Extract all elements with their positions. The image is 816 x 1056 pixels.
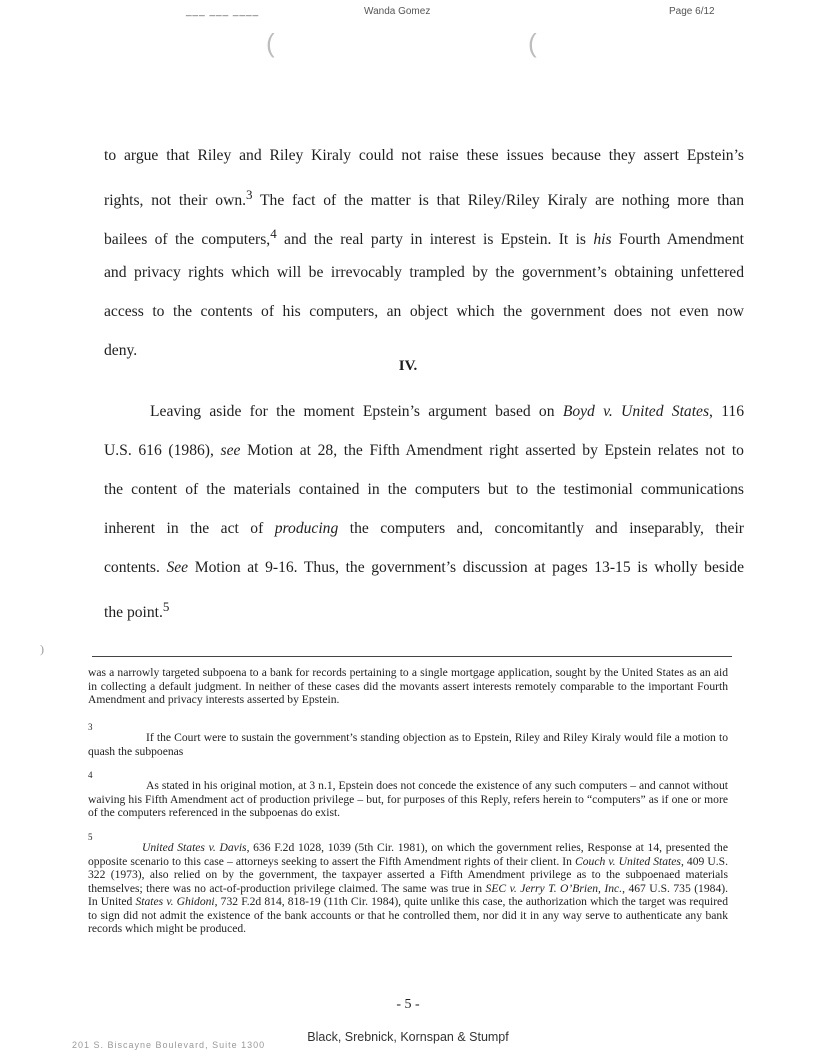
fax-header-number: ___ ___ ____: [186, 6, 260, 17]
firm-name: Black, Srebnick, Kornspan & Stumpf: [307, 1030, 509, 1044]
fax-footer-address: 201 S. Biscayne Boulevard, Suite 1300: [72, 1040, 266, 1050]
text-line: Leaving aside for the moment Epstein’s argument based on Boyd v. United States, 116: [150, 403, 745, 420]
text-line: contents. See Motion at 9-16. Thus, the government’s discussion at pages 13-15 is wholly beside: [104, 559, 744, 576]
text-line: access to the contents of his computers, an object which the government does not even now: [104, 303, 744, 320]
footnote-ref-5: 5: [162, 599, 170, 614]
text-line: inherent in the act of producing the computers and, concomitantly and inseparably, their: [104, 520, 744, 537]
punch-mark-right: (: [528, 28, 537, 58]
footnote-3: If the Court were to sustain the government’s standing objection as to Epstein, Riley and Riley Kiraly would file a motion to quash the subpoenas: [88, 731, 728, 758]
text-line: bailees of the computers,$^4$ and the real party in interest is Epstein. It is his Fourth Amendment: [104, 226, 744, 249]
text-line: the content of the materials contained in the computers but to the testimonial communications: [104, 481, 744, 498]
text-line: and privacy rights which will be irrevocably trampled by the government’s obtaining unfettered: [104, 264, 744, 281]
text-line: rights, not their own.$^3$ The fact of the matter is that Riley/Riley Kiraly are nothing more than: [104, 187, 744, 210]
text-line: to argue that Riley and Riley Kiraly could not raise these issues because they assert Epstein’s: [104, 147, 744, 164]
footnote-5-number: 5: [88, 832, 93, 842]
body-paragraph-2: [104, 392, 744, 626]
footnote-4-number: 4: [88, 770, 93, 780]
punch-mark-left: (: [266, 28, 275, 58]
footnote-4: As stated in his original motion, at 3 n.1, Epstein does not concede the existence of any such computers – and cannot without waiving his Fifth Amendment act of production privilege – but, for purposes of this Reply, refers herein to “computers” as if one or more of the computers referenced in the subpoenas do exist.: [88, 779, 728, 819]
footnote-ref-3: 3: [246, 187, 253, 202]
text-line: deny.: [104, 342, 138, 359]
page-number: - 5 -: [396, 997, 420, 1012]
text-line: U.S. 616 (1986), see Motion at 28, the Fifth Amendment right asserted by Epstein relates not to: [104, 442, 744, 459]
section-heading: IV.: [398, 358, 418, 374]
fax-header-sender: Wanda Gomez: [364, 6, 431, 17]
fax-header: [0, 4, 816, 20]
footnote-3-number: 3: [88, 722, 93, 732]
margin-mark: ): [40, 642, 44, 656]
footnote-divider: [92, 656, 732, 657]
footnote-5: United States v. Davis, 636 F.2d 1028, 1039 (5th Cir. 1981), on which the government relies, Response at 14, presented the opposite scenario to this case – attorneys seeking to assert the Fifth Amendment rights of their client. In Couch v. United States, 409 U.S. 322 (1973), also relied on by the government, the taxpayer asserted a Fifth Amendment privilege as to the subpoenaed materials themselves; there was no act-of-production privilege claimed. The same was true in SEC v. Jerry T. O’Brien, Inc., 467 U.S. 735 (1984). In United States v. Ghidoni, 732 F.2d 814, 818-19 (11th Cir. 1984), quite unlike this case, the authorization which the target was required to sign did not admit the existence of the bank accounts or that he controlled them, nor did it in any way serve to authenticate any bank records which might be produced.: [88, 841, 729, 935]
body-paragraph-1: [104, 136, 744, 370]
fax-header-page: Page 6/12: [669, 6, 715, 17]
text-line: the point.$^5$: [104, 599, 170, 622]
footnote-continued: was a narrowly targeted subpoena to a bank for records pertaining to a single mortgage application, sought by the United States as an aid in collecting a default judgment. In neither of these cases did the movants assert interests remotely comparable to the important Fourth Amendment and privacy interests asserted by Epstein.: [88, 666, 728, 706]
footnote-ref-4: 4: [270, 226, 277, 241]
